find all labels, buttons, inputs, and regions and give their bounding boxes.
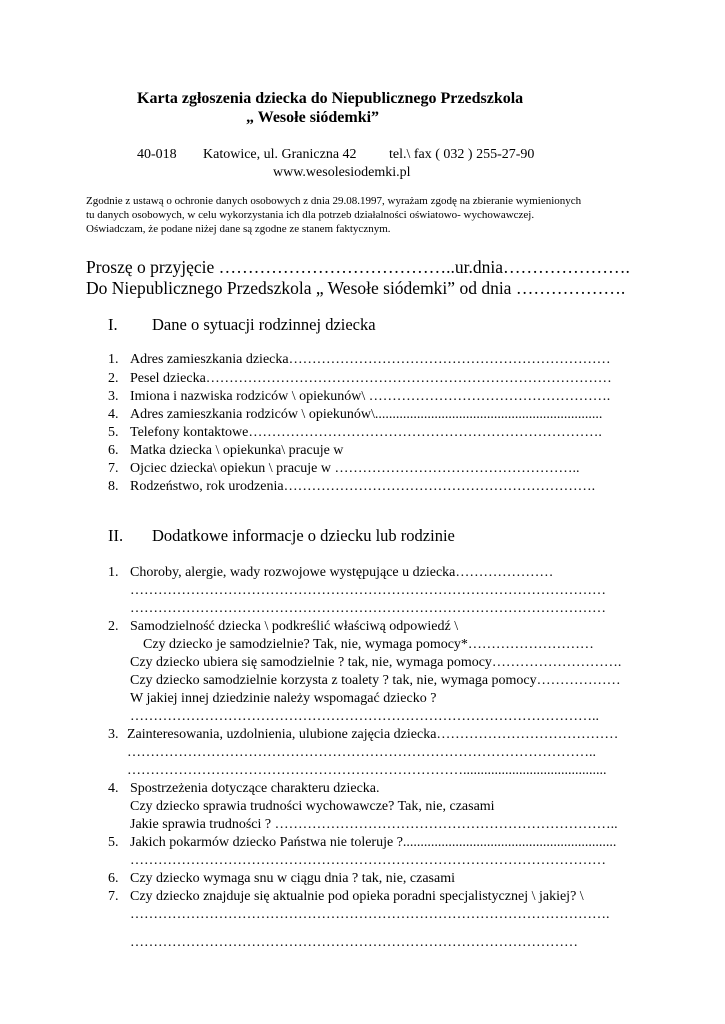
request-line-2: Do Niepublicznego Przedszkola „ Wesołe siódemki” od dnia ………………. bbox=[86, 278, 626, 298]
question-health: Choroby, alergie, wady rozwojowe występujące u dziecka………………… bbox=[130, 565, 554, 580]
consent-line-1: Zgodnie z ustawą o ochronie danych osobowych z dnia 29.08.1997, wyrażam zgodę na zbieranie wymienionych bbox=[86, 195, 582, 207]
item-number: 3. bbox=[108, 727, 119, 742]
field-child-address: Adres zamieszkania dziecka…………………………………………………………… bbox=[130, 352, 611, 367]
request-line-1: Proszę o przyjęcie …………………………………..ur.dnia…………………. bbox=[86, 257, 630, 277]
item-number: 8. bbox=[108, 479, 119, 494]
answer-line: …………………………………………………………………………………………. bbox=[130, 907, 610, 922]
section-2-title: Dodatkowe informacje o dziecku lub rodzinie bbox=[152, 526, 455, 545]
item-number: 7. bbox=[108, 889, 119, 904]
kindergarten-name: „ Wesołe siódemki” bbox=[246, 109, 380, 126]
answer-line: ………………………………………………………………......................................... bbox=[127, 763, 607, 778]
item-number: 6. bbox=[108, 871, 119, 886]
answer-line: ……………………………………………………………………………………….. bbox=[130, 709, 599, 724]
item-number: 1. bbox=[108, 352, 119, 367]
field-mother-work: Matka dziecka \ opiekunka\ pracuje w bbox=[130, 443, 344, 458]
section-1-title: Dane o sytuacji rodzinnej dziecka bbox=[152, 315, 376, 334]
item-number: 7. bbox=[108, 461, 119, 476]
question-dressing: Czy dziecko ubiera się samodzielnie ? tak, nie, wymaga pomocy………………………. bbox=[130, 655, 622, 670]
question-other-support: W jakiej innej dziedzinie należy wspomagać dziecko ? bbox=[130, 691, 437, 706]
item-number: 2. bbox=[108, 619, 119, 634]
item-number: 4. bbox=[108, 407, 119, 422]
postal-code: 40-018 bbox=[137, 147, 177, 162]
street-address: Katowice, ul. Graniczna 42 bbox=[203, 147, 357, 162]
answer-line: ………………………………………………………………………………………… bbox=[130, 601, 606, 616]
phone-fax: tel.\ fax ( 032 ) 255-27-90 bbox=[389, 147, 535, 162]
answer-line: …………………………………………………………………………………… bbox=[130, 935, 578, 950]
item-number: 6. bbox=[108, 443, 119, 458]
field-father-work: Ojciec dziecka\ opiekun \ pracuje w …………………………………………….. bbox=[130, 461, 580, 476]
item-number: 3. bbox=[108, 389, 119, 404]
field-parents-address: Adres zamieszkania rodziców \ opiekunów\................................................................. bbox=[130, 407, 603, 422]
item-number: 1. bbox=[108, 565, 119, 580]
question-behavior: Czy dziecko sprawia trudności wychowawcze? Tak, nie, czasami bbox=[130, 799, 495, 814]
field-pesel: Pesel dziecka…………………………………………………………………………… bbox=[130, 371, 612, 386]
section-2-numeral: II. bbox=[108, 526, 124, 545]
question-food-intolerance: Jakich pokarmów dziecko Państwa nie toleruje ?............................................................. bbox=[130, 835, 617, 850]
consent-line-2: tu danych osobowych, w celu wykorzystania ich dla potrzeb działalności oświatowo- wychowawczej. bbox=[86, 209, 535, 221]
question-difficulties: Jakie sprawia trudności ? ……………………………………………………………….. bbox=[130, 817, 618, 832]
field-siblings: Rodzeństwo, rok urodzenia…………………………………………………………. bbox=[130, 479, 596, 494]
item-number: 4. bbox=[108, 781, 119, 796]
question-specialist-care: Czy dziecko znajduje się aktualnie pod opieka poradni specjalistycznej \ jakiej? \ bbox=[130, 889, 584, 904]
answer-line: ………………………………………………………………………………………… bbox=[130, 853, 606, 868]
item-number: 2. bbox=[108, 371, 119, 386]
section-1-numeral: I. bbox=[108, 315, 118, 334]
field-phones: Telefony kontaktowe…………………………………………………………………. bbox=[130, 425, 602, 440]
answer-line: ……………………………………………………………………………………….. bbox=[127, 745, 596, 760]
website: www.wesolesiodemki.pl bbox=[273, 165, 411, 180]
item-number: 5. bbox=[108, 425, 119, 440]
question-independence: Samodzielność dziecka \ podkreślić właściwą odpowiedź \ bbox=[130, 619, 459, 634]
field-parents-names: Imiona i nazwiska rodziców \ opiekunów\ ……………………………………………. bbox=[130, 389, 611, 404]
question-toilet: Czy dziecko samodzielnie korzysta z toalety ? tak, nie, wymaga pomocy……………… bbox=[130, 673, 621, 688]
question-sleep: Czy dziecko wymaga snu w ciągu dnia ? tak, nie, czasami bbox=[130, 871, 455, 886]
item-number: 5. bbox=[108, 835, 119, 850]
question-character: Spostrzeżenia dotyczące charakteru dziecka. bbox=[130, 781, 380, 796]
consent-line-3: Oświadczam, że podane niżej dane są zgodne ze stanem faktycznym. bbox=[86, 223, 391, 235]
question-interests: Zainteresowania, uzdolnienia, ulubione zajęcia dziecka………………………………… bbox=[127, 727, 619, 742]
question-eating: Czy dziecko je samodzielnie? Tak, nie, wymaga pomocy*……………………… bbox=[143, 637, 594, 652]
answer-line: ………………………………………………………………………………………… bbox=[130, 583, 606, 598]
form-title: Karta zgłoszenia dziecka do Niepublicznego Przedszkola bbox=[137, 90, 524, 107]
